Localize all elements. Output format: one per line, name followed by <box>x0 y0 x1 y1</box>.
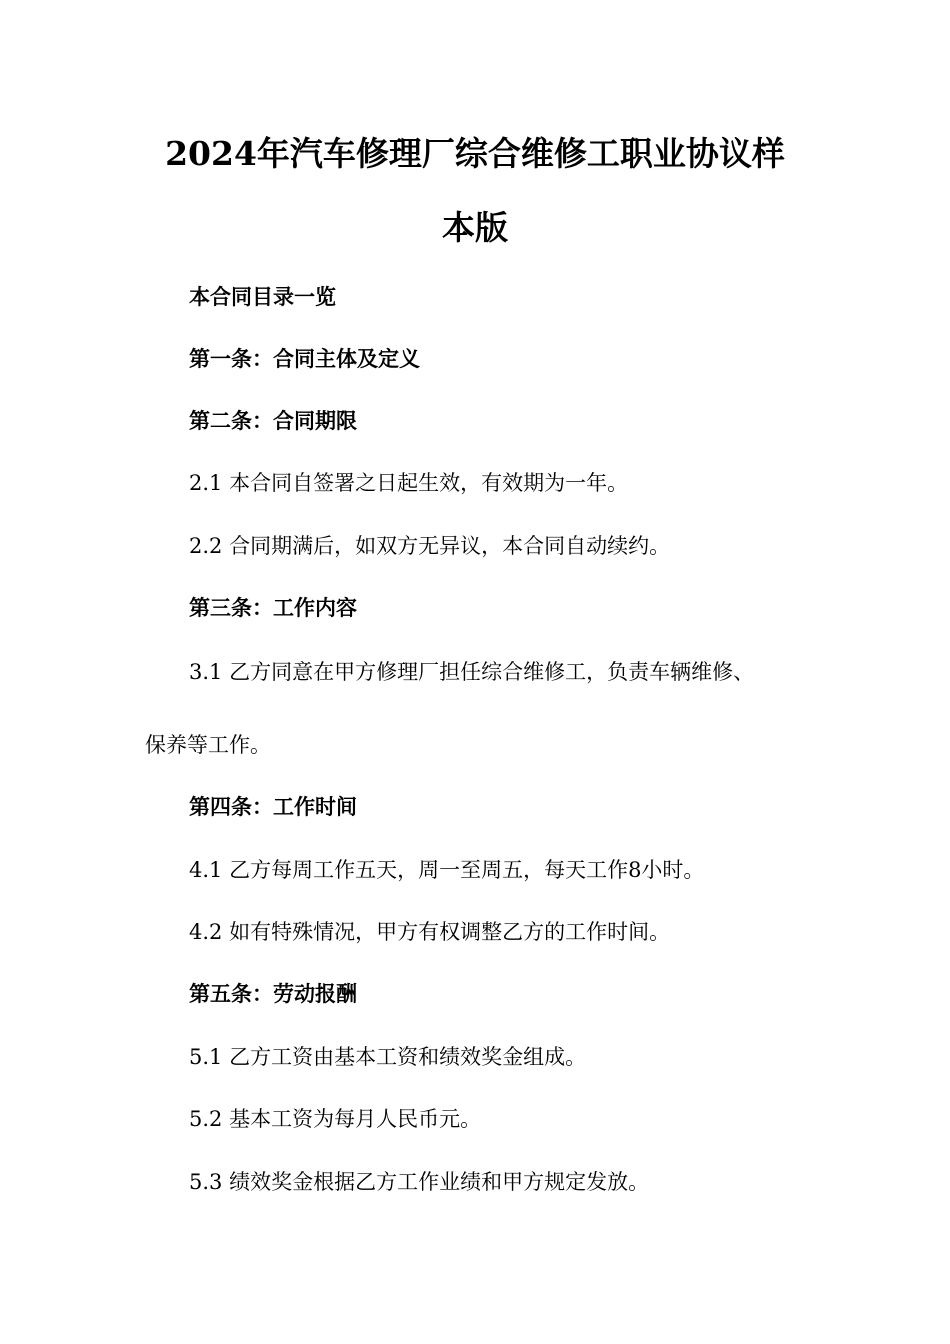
toc-heading: 本合同目录一览 <box>189 285 336 309</box>
clause-2-1: 2.1 本合同自签署之日起生效，有效期为一年。 <box>189 471 629 495</box>
clause-5-2: 5.2 基本工资为每月人民币元。 <box>189 1107 482 1131</box>
section-1-heading: 第一条：合同主体及定义 <box>189 347 420 371</box>
document-title-line-2: 本版 <box>442 208 508 247</box>
section-5-heading: 第五条：劳动报酬 <box>189 982 357 1006</box>
section-3-heading: 第三条：工作内容 <box>189 596 357 620</box>
document-title-line-1: 2024年汽车修理厂综合维修工职业协议样 <box>165 134 785 173</box>
clause-5-3: 5.3 绩效奖金根据乙方工作业绩和甲方规定发放。 <box>189 1170 650 1194</box>
section-4-heading: 第四条：工作时间 <box>189 795 357 819</box>
section-2-heading: 第二条：合同期限 <box>189 409 357 433</box>
clause-4-2: 4.2 如有特殊情况，甲方有权调整乙方的工作时间。 <box>189 920 671 944</box>
clause-2-2: 2.2 合同期满后，如双方无异议，本合同自动续约。 <box>189 534 671 558</box>
clause-3-1-line-2: 保养等工作。 <box>145 733 271 757</box>
clause-4-1: 4.1 乙方每周工作五天，周一至周五，每天工作8小时。 <box>189 858 705 882</box>
clause-5-1: 5.1 乙方工资由基本工资和绩效奖金组成。 <box>189 1045 587 1069</box>
clause-3-1-line-1: 3.1 乙方同意在甲方修理厂担任综合维修工，负责车辆维修、 <box>189 660 755 684</box>
